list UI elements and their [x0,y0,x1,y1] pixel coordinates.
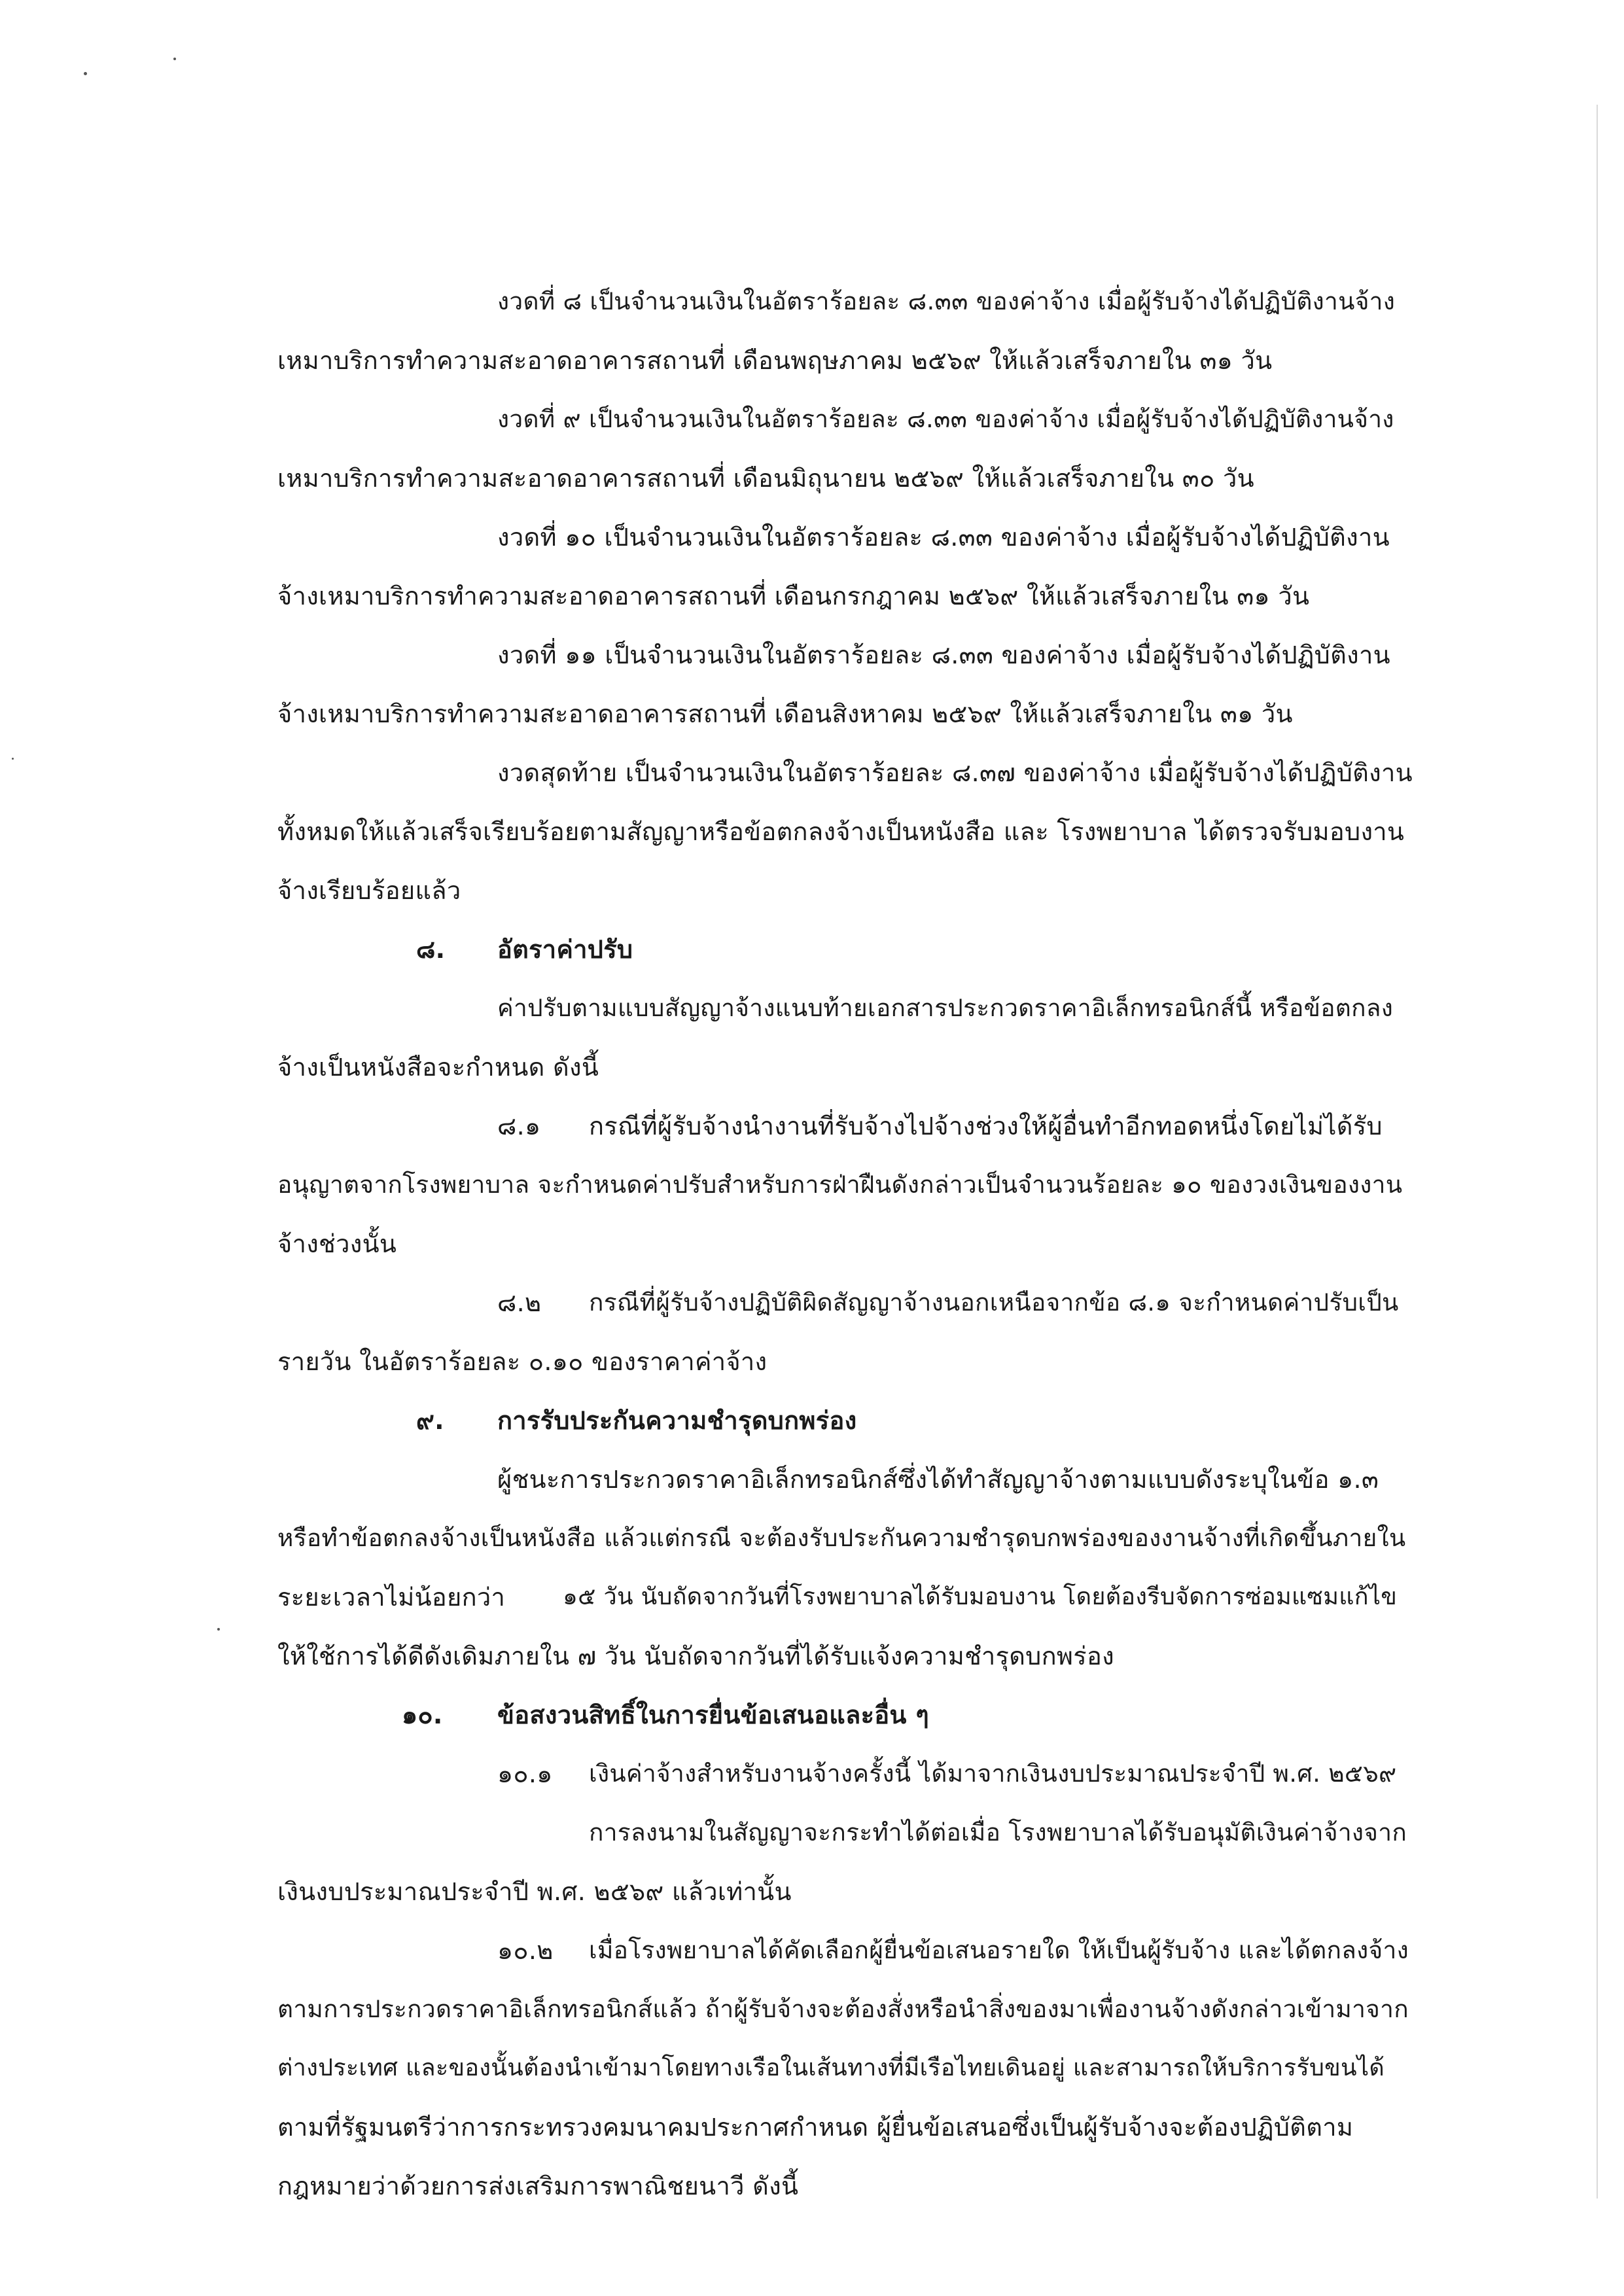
text-line: ๑๕ วัน นับถัดจากวันที่โรงพยาบาลได้รับมอบงาน โดยต้องรีบจัดการซ่อมแซมแก้ไข [563,1583,1398,1610]
clause-number: ๘.๑ [497,1112,541,1140]
text-line: รายวัน ในอัตราร้อยละ ๐.๑๐ ของราคาค่าจ้าง [277,1347,768,1376]
text-line: งวดที่ ๙ เป็นจำนวนเงินในอัตราร้อยละ ๘.๓๓ ของค่าจ้าง เมื่อผู้รับจ้างได้ปฏิบัติงานจ้าง [497,405,1394,433]
section-heading: ข้อสงวนสิทธิ์ในการยื่นข้อเสนอและอื่น ๆ [497,1701,929,1729]
text-line: งวดที่ ๘ เป็นจำนวนเงินในอัตราร้อยละ ๘.๓๓ ของค่าจ้าง เมื่อผู้รับจ้างได้ปฏิบัติงานจ้าง [497,287,1396,315]
text-line: ระยะเวลาไม่น้อยกว่า [277,1583,506,1612]
scan-speck [173,58,176,60]
text-line: ตามที่รัฐมนตรีว่าการกระทรวงคมนาคมประกาศกำหนด ผู้ยื่นข้อเสนอซึ่งเป็นผู้รับจ้างจะต้องปฏิบัติตาม [277,2113,1354,2142]
text-line: ทั้งหมดให้แล้วเสร็จเรียบร้อยตามสัญญาหรือข้อตกลงจ้างเป็นหนังสือ และ โรงพยาบาล ได้ตรวจรับมอบงาน [277,817,1405,846]
text-line: ตามการประกวดราคาอิเล็กทรอนิกส์แล้ว ถ้าผู้รับจ้างจะต้องสั่งหรือนำสิ่งของมาเพื่องานจ้างดังกล่าวเข้ามาจาก [277,1995,1409,2023]
text-line: งวดสุดท้าย เป็นจำนวนเงินในอัตราร้อยละ ๘.๓๗ ของค่าจ้าง เมื่อผู้รับจ้างได้ปฏิบัติงาน [497,758,1413,787]
text-line: จ้างช่วงนั้น [277,1229,397,1258]
text-line: เมื่อโรงพยาบาลได้คัดเลือกผู้ยื่นข้อเสนอรายใด ให้เป็นผู้รับจ้าง และได้ตกลงจ้าง [589,1936,1409,1964]
clause-number: ๑๐.๑ [497,1759,553,1788]
text-line: งวดที่ ๑๑ เป็นจำนวนเงินในอัตราร้อยละ ๘.๓๓ ของค่าจ้าง เมื่อผู้รับจ้างได้ปฏิบัติงาน [497,641,1390,669]
text-line: เหมาบริการทำความสะอาดอาคารสถานที่ เดือนพฤษภาคม ๒๕๖๙ ให้แล้วเสร็จภายใน ๓๑ วัน [277,346,1273,375]
section-number: ๙. [416,1406,444,1435]
text-line: จ้างเป็นหนังสือจะกำหนด ดังนี้ [277,1053,599,1082]
text-line: ผู้ชนะการประกวดราคาอิเล็กทรอนิกส์ซึ่งได้ทำสัญญาจ้างตามแบบดังระบุในข้อ ๑.๓ [497,1465,1379,1494]
section-heading: การรับประกันความชำรุดบกพร่อง [497,1406,857,1435]
text-line: ค่าปรับตามแบบสัญญาจ้างแนบท้ายเอกสารประกวดราคาอิเล็กทรอนิกส์นี้ หรือข้อตกลง [497,994,1394,1022]
text-line: เหมาบริการทำความสะอาดอาคารสถานที่ เดือนมิถุนายน ๒๕๖๙ ให้แล้วเสร็จภายใน ๓๐ วัน [277,464,1254,493]
text-line: ให้ใช้การได้ดีดังเดิมภายใน ๗ วัน นับถัดจากวันที่ได้รับแจ้งความชำรุดบกพร่อง [277,1642,1114,1670]
text-line: หรือทำข้อตกลงจ้างเป็นหนังสือ แล้วแต่กรณี จะต้องรับประกันความชำรุดบกพร่องของงานจ้างที่เกิดขึ้นภายใน [277,1524,1406,1552]
scan-edge-line [1597,105,1598,2199]
clause-number: ๘.๒ [497,1288,542,1317]
section-heading: อัตราค่าปรับ [497,935,633,964]
scan-speck [84,72,87,75]
text-line: งวดที่ ๑๐ เป็นจำนวนเงินในอัตราร้อยละ ๘.๓๓ ของค่าจ้าง เมื่อผู้รับจ้างได้ปฏิบัติงาน [497,523,1390,552]
text-line: จ้างเหมาบริการทำความสะอาดอาคารสถานที่ เดือนกรกฎาคม ๒๕๖๙ ให้แล้วเสร็จภายใน ๓๑ วัน [277,582,1310,610]
text-line: กรณีที่ผู้รับจ้างนำงานที่รับจ้างไปจ้างช่วงให้ผู้อื่นทำอีกทอดหนึ่งโดยไม่ได้รับ [589,1112,1383,1140]
scan-speck [217,1628,220,1631]
text-line: เงินงบประมาณประจำปี พ.ศ. ๒๕๖๙ แล้วเท่านั้น [277,1877,792,1906]
text-line: จ้างเรียบร้อยแล้ว [277,876,461,905]
section-number: ๘. [416,935,446,964]
text-line: เงินค่าจ้างสำหรับงานจ้างครั้งนี้ ได้มาจากเงินงบประมาณประจำปี พ.ศ. ๒๕๖๙ [589,1759,1397,1788]
text-line: จ้างเหมาบริการทำความสะอาดอาคารสถานที่ เดือนสิงหาคม ๒๕๖๙ ให้แล้วเสร็จภายใน ๓๑ วัน [277,699,1293,728]
text-line: กฎหมายว่าด้วยการส่งเสริมการพาณิชยนาวี ดังนี้ [277,2172,799,2200]
text-line: ต่างประเทศ และของนั้นต้องนำเข้ามาโดยทางเรือในเส้นทางที่มีเรือไทยเดินอยู่ และสามารถให้บริการรับขนได้ [277,2055,1385,2081]
clause-number: ๑๐.๒ [497,1936,554,1965]
section-number: ๑๐. [402,1701,443,1729]
scan-speck [12,758,14,760]
text-line: อนุญาตจากโรงพยาบาล จะกำหนดค่าปรับสำหรับการฝ่าฝืนดังกล่าวเป็นจำนวนร้อยละ ๑๐ ของวงเงินของงาน [277,1171,1403,1199]
text-line: การลงนามในสัญญาจะกระทำได้ต่อเมื่อ โรงพยาบาลได้รับอนุมัติเงินค่าจ้างจาก [589,1818,1407,1846]
text-line: กรณีที่ผู้รับจ้างปฏิบัติผิดสัญญาจ้างนอกเหนือจากข้อ ๘.๑ จะกำหนดค่าปรับเป็น [589,1288,1399,1316]
